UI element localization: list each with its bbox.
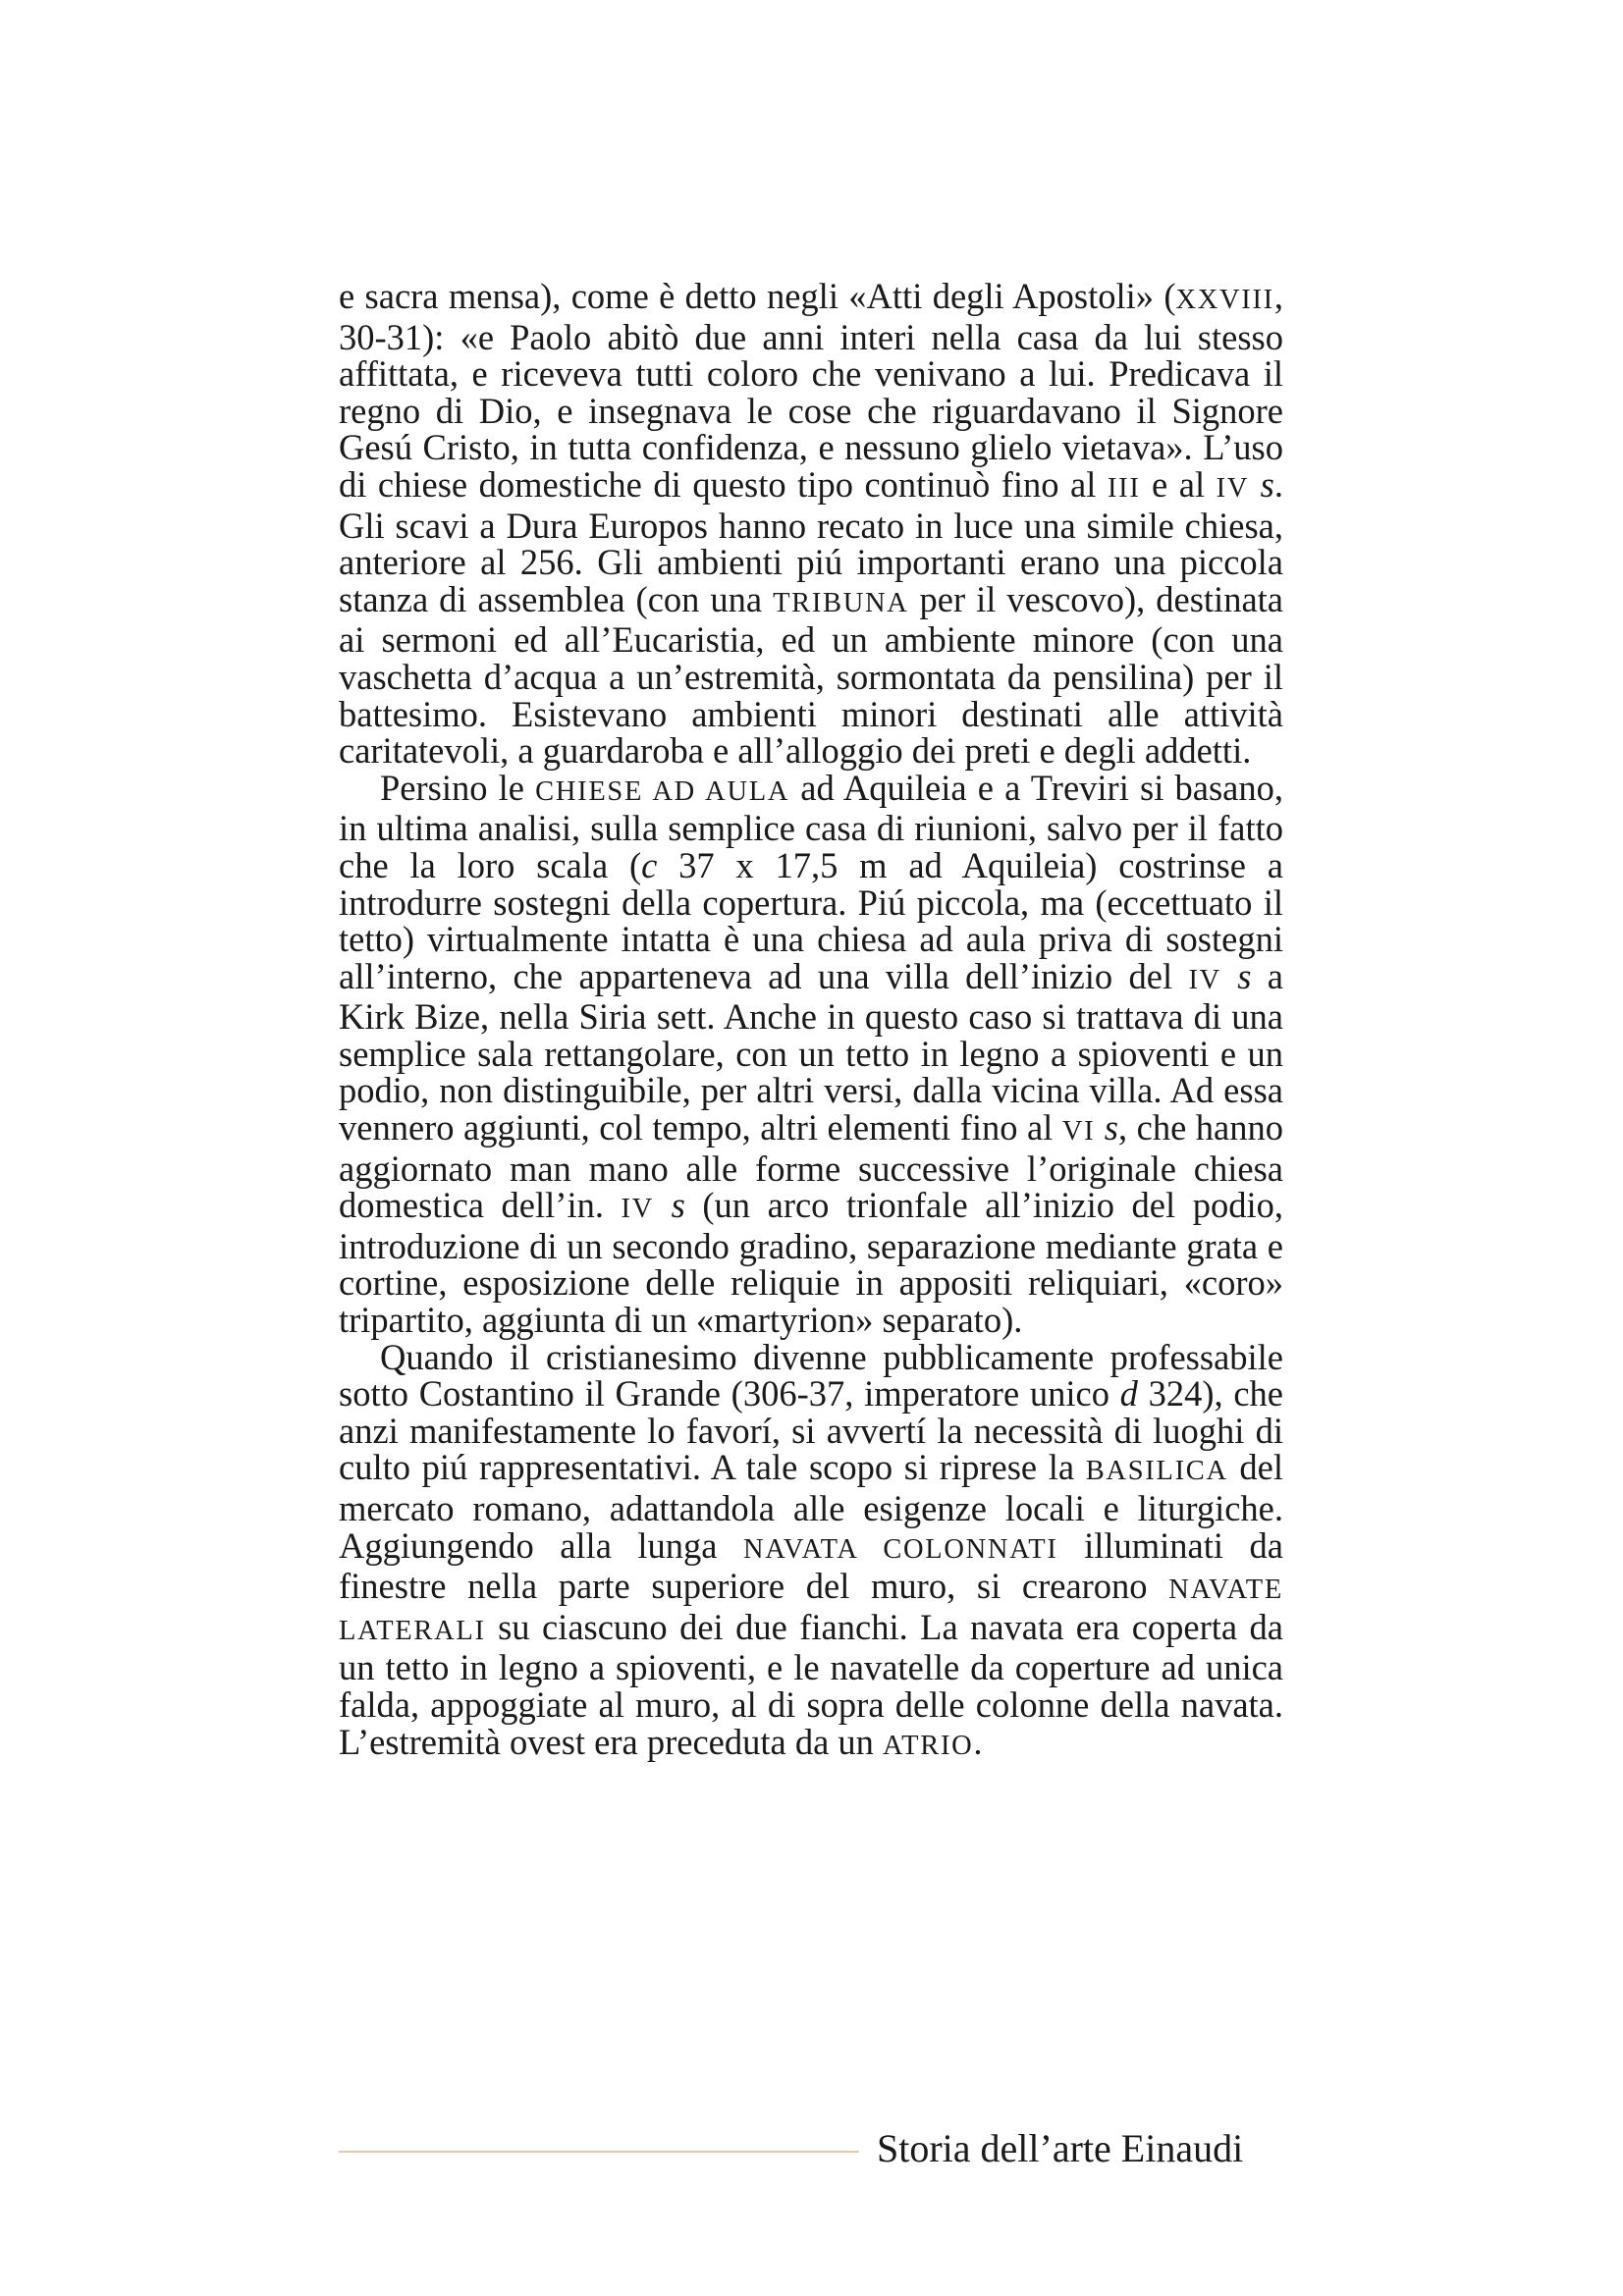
text-run [1095,1107,1105,1148]
small-caps-term: NAVATE LATERALI [339,1575,1283,1646]
text-run [654,1185,672,1225]
small-caps-term: IV [621,1194,655,1225]
italic-term: d [1119,1373,1138,1415]
text-run: 37 x 17,5 m ad Aquileia) costrinse a introdurre sostegni della copertura. Piú piccola, ma (eccettuato il tetto) virtualmente intatta è una chiesa ad aula priva di sostegni all’interno, che apparteneva ad una villa dell’inizio del [339,844,1283,996]
text-run: a Kirk Bize, nella Siria sett. Anche in questo caso si trattava di una semplice sala rettangolare, con un tetto in legno a spioventi e un podio, non distinguibile, per altri versi, dalla vicina villa. Ad essa vennero aggiunti, col tempo, altri elementi fino al [339,955,1284,1148]
small-caps-term: ATRIO [883,1730,974,1761]
text-run: e sacra mensa), come è detto negli «Atti degli Apostoli» ( [339,276,1176,316]
italic-term: c [641,844,658,885]
small-caps-term: CHIESE AD AULA [535,775,790,807]
small-caps-term: NAVATA COLONNATI [743,1533,1058,1565]
text-run: su ciascuno dei due fianchi. La navata era coperta da un tetto in legno a spioventi, e le navatelle da coperture ad unica falda, appoggiate al muro, al di sopra delle colonne della navata. L’estremità ovest era preceduta da un [339,1606,1283,1762]
text-run: per il vescovo), destinata ai sermoni ed all’Eucaristia, ed un ambiente minore (con una vaschetta d’acqua a un’estremità, sormontata da pensilina) per il battesimo. Esistevano ambienti minori destinati alle attività caritatevoli, a guardaroba e all’alloggio dei preti e degli addetti. [339,578,1283,772]
text-run: del mercato romano, adattandola alle esigenze locali e liturgiche. Aggiungendo alla lunga [339,1447,1283,1566]
paragraph [339,278,1283,770]
text-run: Persino le [380,767,536,808]
text-run: , che hanno aggiornato man mano alle forme successive l’originale chiesa domestica dell’in. [339,1107,1283,1226]
text-run: ad Aquileia e a Treviri si basano, in ultima analisi, sulla semplice casa di riunioni, salvo per il fatto che la loro scala ( [339,767,1283,885]
small-caps-term: TRIBUNA [773,587,909,618]
text-run: . [973,1721,983,1762]
italic-term: s [1260,463,1274,505]
paragraph [339,1336,1283,1765]
text-run: 324), che anzi manifestamente lo favorí, si avvertí la necessità di luoghi di culto piú rappresentativi. A tale scopo si riprese la [339,1373,1283,1488]
text-run: . Gli scavi a Dura Europos hanno recato in luce una simile chiesa, anteriore al 256. Gli ambienti piú importanti erano una piccola stanza di assemblea (con una [339,463,1283,619]
text-run: e al [1140,463,1217,505]
italic-term: s [671,1185,685,1226]
text-run: (un arco trionfale all’inizio del podio, introduzione di un secondo gradino, separazione mediante grata e cortine, esposizione delle reliquie in appositi reliquiari, «coro» tripartito, aggiunta di un «martyrion» separato). [339,1185,1283,1341]
italic-term: s [1237,955,1252,996]
text-run: , 30-31): «e Paolo abitò due anni interi nella casa da lui stesso affittata, e riceveva tutti coloro che venivano a lui. Predicava il regno di Dio, e insegnava le cose che riguardavano il Signore Gesú Cristo, in tutta confidenza, e nessuno glielo vietava». L’uso di chiese domestiche di questo tipo continuò fino al [339,276,1283,505]
small-caps-term: IV [1216,472,1250,504]
paragraph [339,767,1284,1341]
italic-term: s [1104,1107,1119,1148]
small-caps-term: BASILICA [1085,1456,1228,1487]
small-caps-term: VI [1061,1116,1096,1148]
text-run [1221,956,1237,996]
text-run: Quando il cristianesimo divenne pubblicamente professabile sotto Costantino il Grande (306-37, imperatore unico [339,1336,1283,1415]
body-text [339,278,1283,1764]
small-caps-term: IV [1188,964,1221,995]
text-run [1249,464,1261,505]
small-caps-term: XXVIII [1175,285,1274,315]
footer-label: Storia dell’arte Einaudi [877,2126,1244,2170]
footer-rule [339,2151,859,2153]
text-run: illuminati da finestre nella parte superiore del muro, si crearono [339,1524,1283,1607]
small-caps-term: III [1107,472,1141,504]
